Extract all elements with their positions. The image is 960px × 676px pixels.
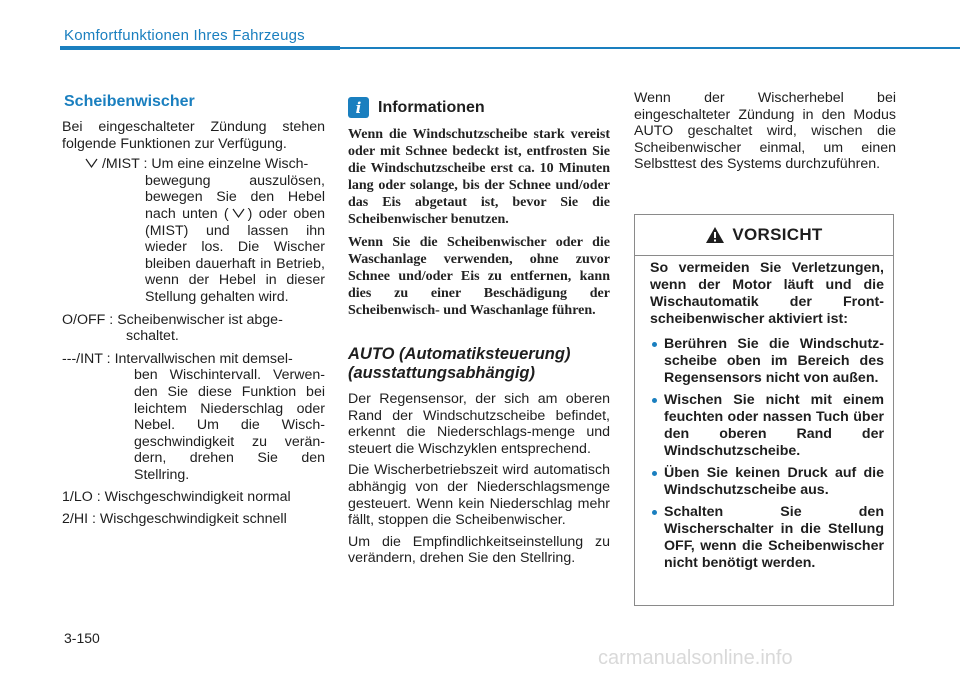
off-term: O/OFF : [62,311,114,328]
caution-intro: So vermeiden Sie Verletzungen, wenn der Motor läuft und die Wischautomatik der Front-scheibenwischer aktiviert ist: [650,260,884,327]
mist-text-part1: bewegung auszulösen, bewegen Sie den Hebel nach unten ( [145,172,325,222]
info-title: Informationen [378,98,485,116]
caution-label: VORSICHT [732,225,823,244]
caution-bullet [650,392,884,460]
bullet-icon [652,471,657,476]
off-definition [62,312,325,345]
info-paragraph-2: Wenn Sie die Scheibenwischer oder die Waschanlage verwenden, ohne zuvor Schnee und/oder Eis zu entfernen, kann dies zu einer Beschädigung der Scheibenwisch- und Waschanlage führen. [348,235,610,318]
mist-term: /MIST : [101,156,148,173]
page-number: 3-150 [64,630,100,646]
header-rule-thin [340,47,960,49]
auto-continued-column [634,90,896,175]
auto-heading: AUTO (Automatiksteuerung) (ausstattungsabhängig) [348,345,571,382]
int-text: ben Wischintervall. Verwen-den Sie diese Funktion bei leichtem Niederschlag oder Nebel. Um die Wisch-geschwindigkeit zu verän-dern, drehen Sie den Stellring. [134,367,325,483]
caution-bullet-text: Schalten Sie den Wischerschalter in die Stellung OFF, wenn die Scheibenwischer nicht benötigt werden. [664,504,884,571]
wiper-heading: Scheibenwischer [64,93,195,110]
lo-definition: 1/LO : Wischgeschwindigkeit normal [62,489,291,506]
caution-box [634,214,894,606]
auto-paragraph-3: Um die Empfindlichkeitseinstellung zu verändern, drehen Sie den Stellring. [348,533,610,567]
wiper-column [62,90,325,530]
chevron-down-icon [85,157,98,169]
info-column [348,97,610,569]
chevron-down-icon [232,207,245,219]
bullet-icon [652,398,657,403]
hi-definition: 2/HI : Wischgeschwindigkeit schnell [62,511,287,528]
wiper-intro: Bei eingeschalteter Zündung stehen folgende Funktionen zur Verfügung. [62,119,325,152]
caution-bullet-text: Üben Sie keinen Druck auf die Windschutzscheibe aus. [664,465,884,498]
off-text-first: Scheibenwischer ist abge- [117,311,283,328]
int-text-first: Intervallwischen mit demsel- [114,350,293,367]
section-header-title: Komfortfunktionen Ihres Fahrzeugs [64,27,305,44]
header-rule [60,46,340,50]
auto-paragraph-4: Wenn der Wischerhebel bei eingeschalteter Zündung in den Modus AUTO geschaltet wird, wischen die Scheibenwischer einmal, um einen Selbsttest des Systems durchzuführen. [634,90,896,173]
mist-text-first: Um eine einzelne Wisch- [151,156,309,173]
info-icon: i [348,97,369,118]
caution-bullet-text: Berühren Sie die Windschutz-scheibe oben im Bereich des Regensensors nicht von außen. [664,336,884,386]
watermark: carmanualsonline.info [598,647,793,669]
warning-triangle-icon [705,226,725,244]
info-paragraph-1: Wenn die Windschutzscheibe stark vereist oder mit Schnee bedeckt ist, entfrosten Sie die Windschutzscheibe erst ca. 10 Minuten lang oder solange, bis der Schnee und/oder das Eis abgetaut ist, bevor Sie die Scheibenwischer benutzen. [348,127,610,227]
bullet-icon [652,510,657,515]
caution-header [635,215,893,256]
mist-text-part2: ) oder oben (MIST) und lassen ihn wieder los. Die Wischer bleiben dauerhaft in Betrieb, wenn der Hebel in dieser Stellung gehalten wird. [145,205,325,305]
caution-body [635,256,893,572]
caution-bullet-text: Wischen Sie nicht mit einem feuchten oder nassen Tuch über den oberen Rand der Windschutzscheibe. [664,392,884,459]
auto-paragraph-2: Die Wischerbetriebszeit wird automatisch abhängig von der Niederschlagsmenge gesteuert. Wenn kein Niederschlag mehr fällt, stoppen die Scheibenwischer. [348,462,610,529]
mist-definition [62,156,325,305]
auto-paragraph-1: Der Regensensor, der sich am oberen Rand der Windschutzscheibe befindet, erkennt die Niederschlags-menge und steuert die Wischzyklen entsprechend. [348,391,610,457]
off-text: schaltet. [126,328,179,345]
info-header [348,97,610,118]
caution-bullet [650,504,884,572]
caution-bullet [650,336,884,387]
int-definition [62,351,325,484]
mist-text [145,173,325,306]
bullet-icon [652,342,657,347]
int-term: ---/INT : [62,350,111,367]
caution-bullet [650,465,884,499]
